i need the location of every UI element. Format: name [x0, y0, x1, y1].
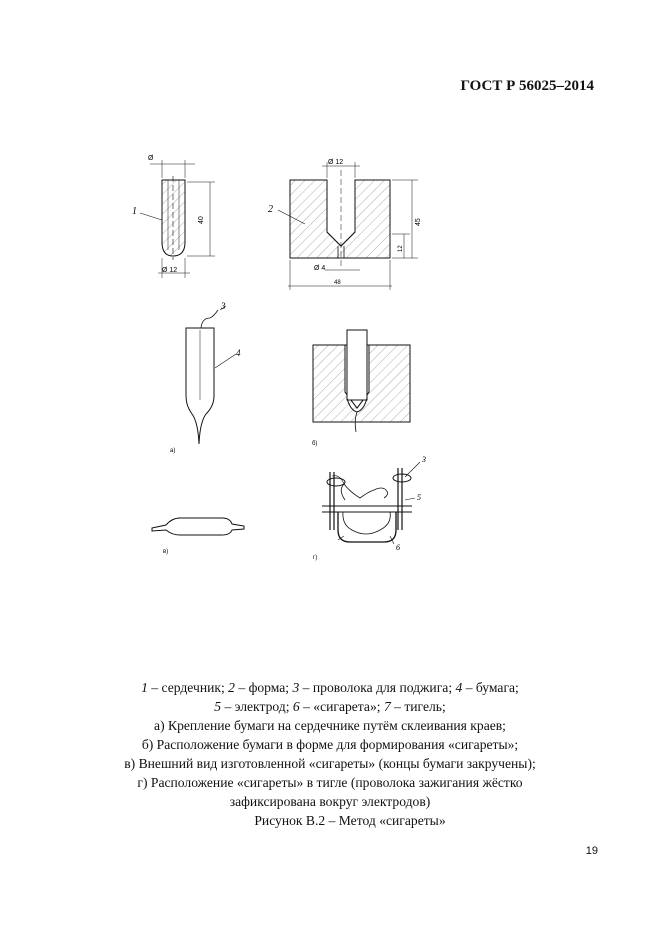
dim-form-width: 48 [334, 280, 341, 286]
caption-line-a: а) Крепление бумаги на сердечнике путём склеивания краев; [154, 718, 506, 733]
sub-label-b: б) [312, 441, 318, 447]
caption-line-v: в) Внешний вид изготовленной «сигареты» (концы бумаги закручены); [124, 756, 536, 771]
label-5: 5 [417, 493, 421, 502]
drawing-v [152, 518, 244, 535]
standard-header: ГОСТ Р 56025–2014 [460, 78, 594, 94]
dim-core-top: Ø [148, 155, 154, 162]
figure-title: Рисунок В.2 – Метод «сигареты» [254, 813, 446, 828]
form-drawing [278, 162, 418, 290]
page-number: 19 [585, 845, 598, 857]
caption-line-g1: г) Расположение «сигареты» в тигле (проволока зажигания жёстко [137, 775, 523, 790]
sub-label-g: г) [313, 555, 318, 561]
dim-cone-height: 12 [398, 245, 404, 252]
drawing-a [186, 306, 236, 444]
label-4: 4 [236, 348, 241, 358]
label-1: 1 [132, 206, 137, 217]
dim-form-height: 45 [415, 218, 422, 226]
label-2: 2 [268, 204, 273, 215]
dim-form-top: Ø 12 [328, 159, 344, 166]
caption-line-g2: зафиксирована вокруг электродов) [229, 794, 431, 809]
dim-core-bottom: Ø 12 [162, 267, 178, 274]
sub-label-v: в) [163, 549, 169, 555]
caption-legend-line-1: 1 – сердечник; 2 – форма; 3 – проволока для поджига; 4 – бумага; [141, 680, 519, 695]
caption-legend-line-2: 5 – электрод; 6 – «сигарета»; 7 – тигель; [214, 699, 446, 714]
dim-core-height: 40 [198, 216, 205, 224]
figure-caption [60, 678, 640, 830]
drawing-b [313, 330, 410, 432]
label-6: 6 [396, 543, 400, 552]
dim-hole: Ø 4 [314, 265, 326, 272]
sub-label-a: а) [170, 448, 176, 454]
label-3b: 3 [422, 455, 426, 464]
label-3a: 3 [221, 301, 226, 311]
drawing-g [322, 462, 420, 544]
caption-line-b: б) Расположение бумаги в форме для формирования «сигареты»; [141, 737, 519, 752]
